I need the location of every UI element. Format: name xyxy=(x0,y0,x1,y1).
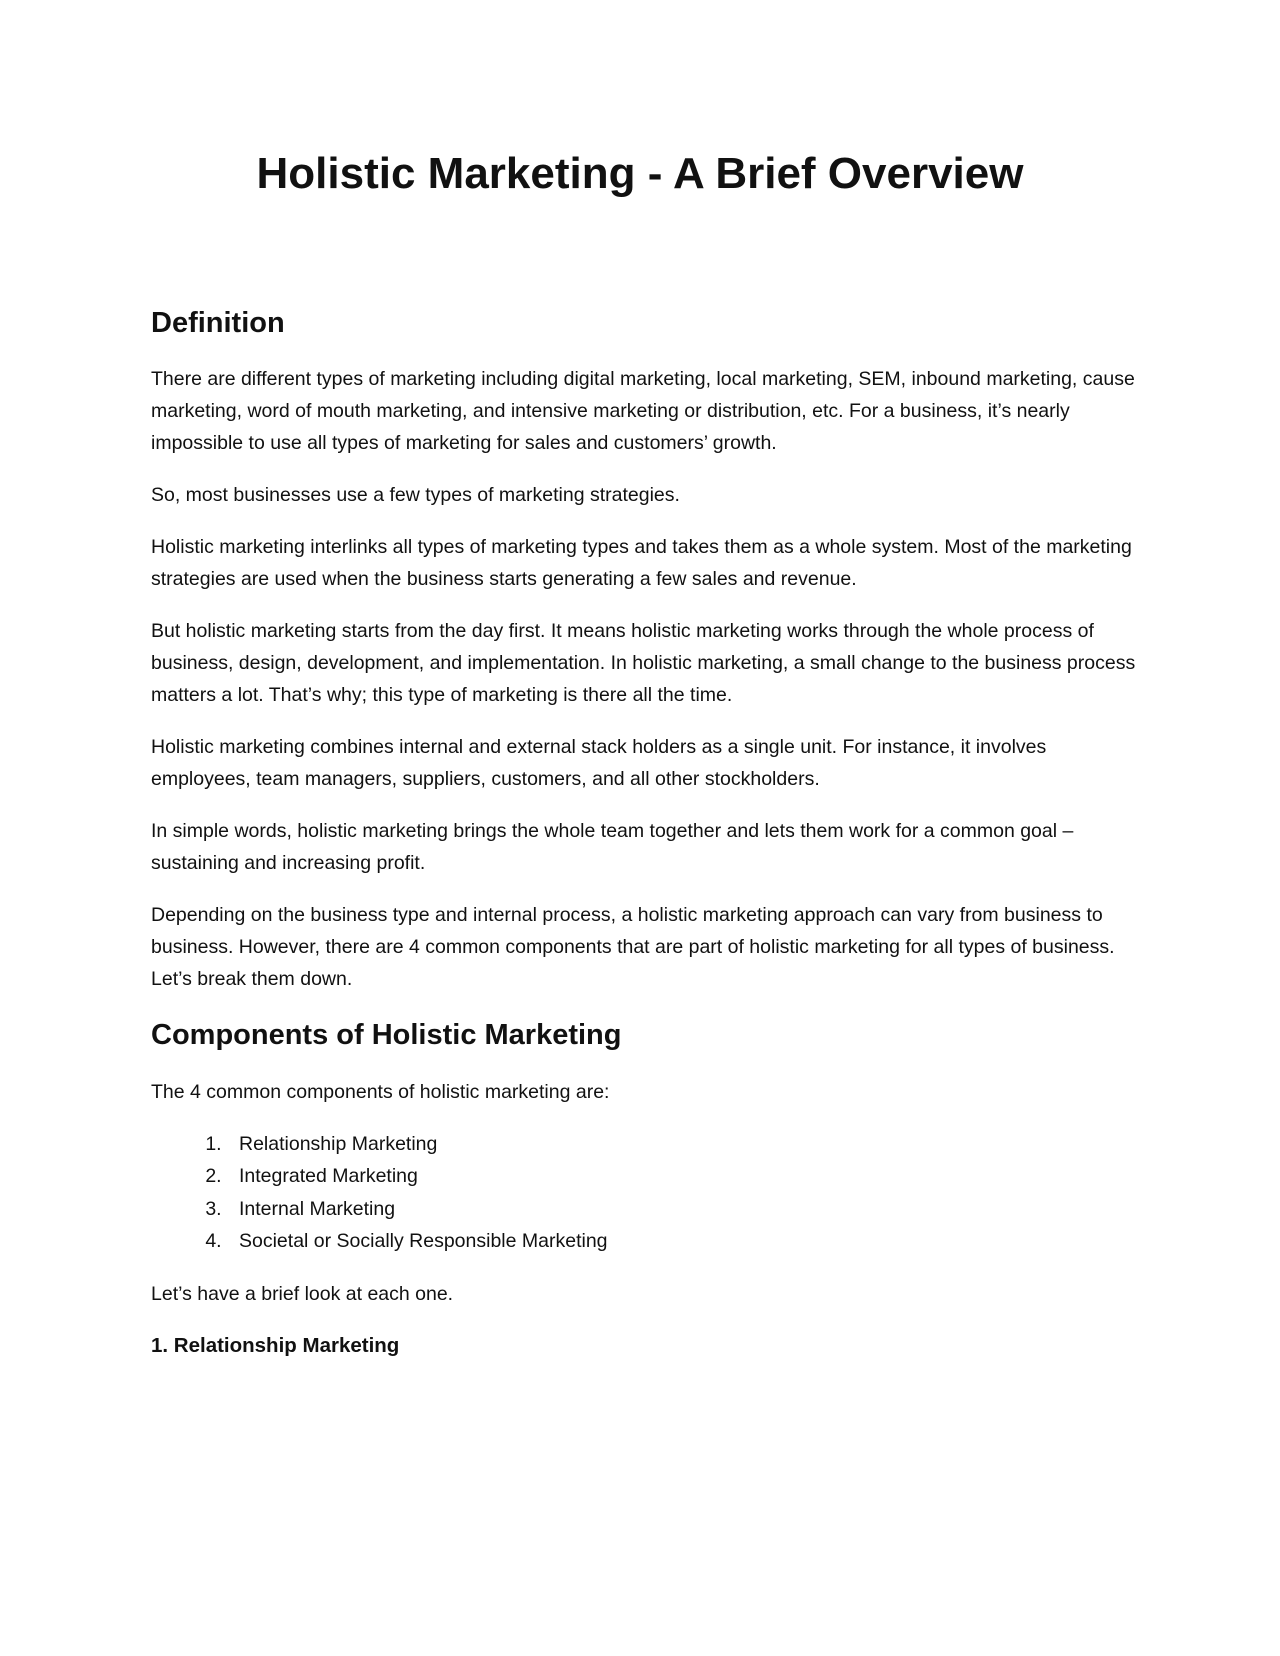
definition-paragraph: In simple words, holistic marketing brings the whole team together and lets them work for a common goal – sustaining and increasing profit. xyxy=(151,820,1074,875)
definition-paragraph: Holistic marketing interlinks all types of marketing types and takes them as a whole system. Most of the marketing strategies are used when the business starts generating a few sales and revenue. xyxy=(151,536,1132,591)
list-item: 4. Societal or Socially Responsible Marketing xyxy=(227,1225,1136,1258)
definition-paragraph: There are different types of marketing including digital marketing, local marketing, SEM, inbound marketing, cause marketing, word of mouth marketing, and intensive marketing or distribution, etc. For a business, it’s nearly impossible to use all types of marketing for sales and customers’ growth. xyxy=(151,368,1135,455)
components-heading: Components of Holistic Marketing xyxy=(151,1019,622,1052)
components-outro: Let’s have a brief look at each one. xyxy=(151,1282,454,1305)
list-item: 1. Relationship Marketing xyxy=(227,1128,1136,1161)
list-item: 2. Integrated Marketing xyxy=(227,1160,1136,1193)
components-intro: The 4 common components of holistic marketing are: xyxy=(151,1080,610,1103)
definition-paragraph: But holistic marketing starts from the day first. It means holistic marketing works through the whole process of business, design, development, and implementation. In holistic marketing, a small change to the business process matters a lot. That’s why; this type of marketing is there all the time. xyxy=(151,620,1136,707)
document-body xyxy=(151,305,1136,1362)
list-item: 3. Internal Marketing xyxy=(227,1193,1136,1226)
definition-paragraph: So, most businesses use a few types of marketing strategies. xyxy=(151,484,680,507)
definition-paragraph: Holistic marketing combines internal and external stack holders as a single unit. For instance, it involves employees, team managers, suppliers, customers, and all other stockholders. xyxy=(151,736,1047,791)
relationship-marketing-heading: 1. Relationship Marketing xyxy=(151,1333,400,1357)
page-title: Holistic Marketing - A Brief Overview xyxy=(256,149,1024,198)
definition-paragraph: Depending on the business type and internal process, a holistic marketing approach can vary from business to business. However, there are 4 common components that are part of holistic marketing for all types of business. Let’s break them down. xyxy=(151,904,1115,991)
definition-heading: Definition xyxy=(151,307,285,339)
components-list xyxy=(151,1128,1136,1258)
